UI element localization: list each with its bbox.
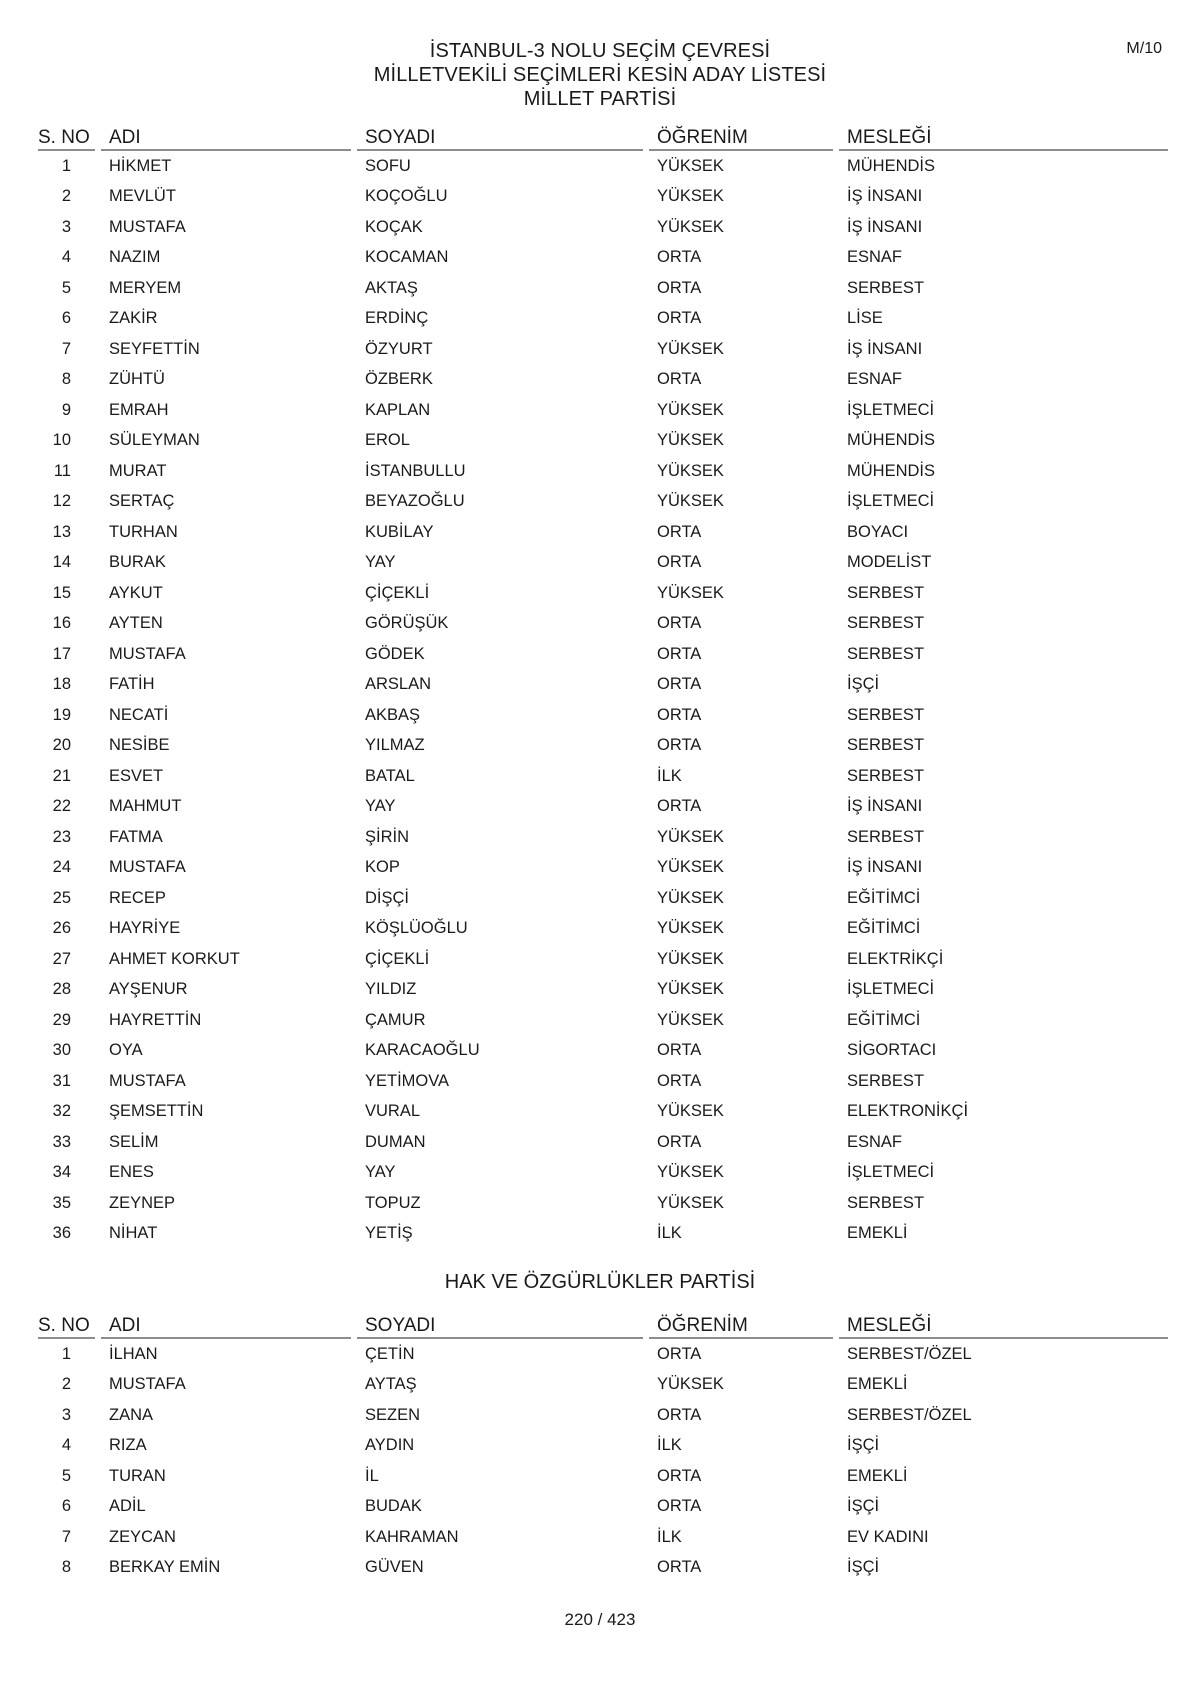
cell-no: 11 — [53, 461, 71, 480]
cell-no: 34 — [52, 1163, 71, 1182]
cell-ogrenim: ORTA — [646, 304, 836, 335]
cell-soyadi: DİŞÇİ — [354, 883, 646, 914]
header-adi: ADI — [98, 1310, 354, 1338]
cell-ogrenim: ORTA — [646, 1492, 836, 1523]
cell-ogrenim: ORTA — [646, 1400, 836, 1431]
cell-meslek: SERBEST — [836, 761, 1168, 792]
table-row — [38, 212, 1168, 243]
cell-meslek: EĞİTİMCİ — [836, 914, 1168, 945]
cell-soyadi: KOP — [354, 853, 646, 884]
cell-no: 23 — [52, 827, 71, 846]
cell-soyadi: BATAL — [354, 761, 646, 792]
cell-no: 4 — [61, 248, 71, 267]
cell-meslek: EĞİTİMCİ — [836, 883, 1168, 914]
cell-meslek: İŞÇİ — [836, 670, 1168, 701]
cell-no: 27 — [52, 949, 71, 968]
table-header-row — [38, 1310, 1168, 1338]
table-row — [38, 1036, 1168, 1067]
table-row — [38, 883, 1168, 914]
table-row — [38, 792, 1168, 823]
cell-no: 16 — [52, 614, 71, 633]
cell-no: 1 — [61, 1344, 71, 1363]
cell-adi: SERTAÇ — [98, 487, 354, 518]
cell-soyadi: ÇAMUR — [354, 1005, 646, 1036]
cell-no: 3 — [61, 1405, 71, 1424]
cell-no: 10 — [52, 431, 71, 450]
cell-soyadi: AKTAŞ — [354, 273, 646, 304]
cell-no: 6 — [61, 309, 71, 328]
cell-meslek: İŞ İNSANI — [836, 792, 1168, 823]
table-row — [38, 1188, 1168, 1219]
cell-soyadi: YETİMOVA — [354, 1066, 646, 1097]
cell-meslek: İŞ İNSANI — [836, 334, 1168, 365]
cell-meslek: SERBEST — [836, 273, 1168, 304]
cell-meslek: ELEKTRİKÇİ — [836, 944, 1168, 975]
cell-ogrenim: ORTA — [646, 1553, 836, 1584]
cell-no: 7 — [61, 1527, 71, 1546]
table-row — [38, 1431, 1168, 1462]
cell-soyadi: ÖZYURT — [354, 334, 646, 365]
cell-ogrenim: YÜKSEK — [646, 1188, 836, 1219]
cell-meslek: BOYACI — [836, 517, 1168, 548]
cell-adi: HAYRİYE — [98, 914, 354, 945]
cell-adi: SEYFETTİN — [98, 334, 354, 365]
cell-meslek: ESNAF — [836, 243, 1168, 274]
table-row — [38, 975, 1168, 1006]
cell-no: 5 — [61, 278, 71, 297]
cell-ogrenim: ORTA — [646, 517, 836, 548]
cell-ogrenim: YÜKSEK — [646, 975, 836, 1006]
cell-adi: ADİL — [98, 1492, 354, 1523]
cell-ogrenim: ORTA — [646, 609, 836, 640]
table-row — [38, 1400, 1168, 1431]
page-number: 220 / 423 — [564, 1610, 636, 1629]
cell-no: 2 — [61, 187, 71, 206]
cell-adi: BURAK — [98, 548, 354, 579]
table-row — [38, 1219, 1168, 1250]
cell-no: 30 — [52, 1041, 71, 1060]
table-row — [38, 578, 1168, 609]
cell-adi: MERYEM — [98, 273, 354, 304]
cell-ogrenim: YÜKSEK — [646, 1097, 836, 1128]
cell-ogrenim: ORTA — [646, 548, 836, 579]
cell-adi: İLHAN — [98, 1338, 354, 1370]
table-row — [38, 914, 1168, 945]
cell-ogrenim: YÜKSEK — [646, 822, 836, 853]
cell-adi: AYŞENUR — [98, 975, 354, 1006]
document-header — [0, 39, 1200, 111]
cell-meslek: MÜHENDİS — [836, 150, 1168, 182]
cell-no: 31 — [52, 1071, 71, 1090]
cell-adi: ZEYCAN — [98, 1522, 354, 1553]
cell-adi: HİKMET — [98, 150, 354, 182]
cell-ogrenim: ORTA — [646, 1066, 836, 1097]
cell-ogrenim: ORTA — [646, 243, 836, 274]
cell-soyadi: YAY — [354, 1158, 646, 1189]
cell-ogrenim: ORTA — [646, 670, 836, 701]
cell-meslek: SERBEST — [836, 578, 1168, 609]
cell-no: 20 — [52, 736, 71, 755]
table-row — [38, 1127, 1168, 1158]
cell-adi: RECEP — [98, 883, 354, 914]
cell-adi: ŞEMSETTİN — [98, 1097, 354, 1128]
table-row — [38, 1492, 1168, 1523]
cell-no: 29 — [52, 1010, 71, 1029]
cell-ogrenim: İLK — [646, 1522, 836, 1553]
cell-meslek: EMEKLİ — [836, 1219, 1168, 1250]
cell-soyadi: KOCAMAN — [354, 243, 646, 274]
table-body — [38, 1338, 1168, 1583]
cell-soyadi: AYTAŞ — [354, 1370, 646, 1401]
cell-soyadi: ÖZBERK — [354, 365, 646, 396]
table-row — [38, 822, 1168, 853]
cell-adi: AYKUT — [98, 578, 354, 609]
cell-soyadi: KARACAOĞLU — [354, 1036, 646, 1067]
table-row — [38, 517, 1168, 548]
cell-adi: ZÜHTÜ — [98, 365, 354, 396]
cell-meslek: İŞ İNSANI — [836, 853, 1168, 884]
table-row — [38, 243, 1168, 274]
cell-adi: MUSTAFA — [98, 1370, 354, 1401]
cell-ogrenim: YÜKSEK — [646, 1158, 836, 1189]
cell-ogrenim: YÜKSEK — [646, 182, 836, 213]
cell-ogrenim: ORTA — [646, 700, 836, 731]
cell-adi: RIZA — [98, 1431, 354, 1462]
cell-soyadi: YETİŞ — [354, 1219, 646, 1250]
cell-adi: MURAT — [98, 456, 354, 487]
cell-soyadi: VURAL — [354, 1097, 646, 1128]
cell-no: 8 — [61, 370, 71, 389]
candidate-table-millet — [38, 122, 1168, 1249]
cell-meslek: ELEKTRONİKÇİ — [836, 1097, 1168, 1128]
cell-adi: NECATİ — [98, 700, 354, 731]
cell-no: 5 — [61, 1466, 71, 1485]
cell-soyadi: ÇİÇEKLİ — [354, 578, 646, 609]
cell-meslek: İŞÇİ — [836, 1431, 1168, 1462]
cell-adi: ESVET — [98, 761, 354, 792]
cell-meslek: EMEKLİ — [836, 1370, 1168, 1401]
cell-meslek: SERBEST — [836, 639, 1168, 670]
table-row — [38, 639, 1168, 670]
party-title-hak: HAK VE ÖZGÜRLÜKLER PARTİSİ — [444, 1271, 756, 1293]
cell-adi: ZAKİR — [98, 304, 354, 335]
cell-meslek: ESNAF — [836, 1127, 1168, 1158]
cell-soyadi: KÖŞLÜOĞLU — [354, 914, 646, 945]
cell-meslek: İŞLETMECİ — [836, 487, 1168, 518]
table-row — [38, 609, 1168, 640]
table-row — [38, 1522, 1168, 1553]
cell-no: 24 — [52, 858, 71, 877]
cell-no: 12 — [52, 492, 71, 511]
cell-no: 28 — [52, 980, 71, 999]
cell-ogrenim: ORTA — [646, 1127, 836, 1158]
table-row — [38, 1097, 1168, 1128]
cell-ogrenim: ORTA — [646, 1036, 836, 1067]
cell-no: 33 — [52, 1132, 71, 1151]
header-soyadi: SOYADI — [354, 1310, 646, 1338]
cell-ogrenim: ORTA — [646, 273, 836, 304]
cell-ogrenim: ORTA — [646, 639, 836, 670]
cell-meslek: İŞLETMECİ — [836, 1158, 1168, 1189]
table-row — [38, 1338, 1168, 1370]
cell-soyadi: ŞİRİN — [354, 822, 646, 853]
table-row — [38, 304, 1168, 335]
cell-adi: MUSTAFA — [98, 1066, 354, 1097]
cell-meslek: SERBEST — [836, 1188, 1168, 1219]
cell-adi: EMRAH — [98, 395, 354, 426]
header-meslek: MESLEĞİ — [836, 1310, 1168, 1338]
cell-no: 35 — [52, 1193, 71, 1212]
cell-adi: NAZIM — [98, 243, 354, 274]
table-row — [38, 853, 1168, 884]
cell-meslek: İŞ İNSANI — [836, 212, 1168, 243]
table-row — [38, 944, 1168, 975]
cell-soyadi: TOPUZ — [354, 1188, 646, 1219]
cell-no: 8 — [61, 1558, 71, 1577]
cell-no: 9 — [61, 400, 71, 419]
cell-soyadi: BUDAK — [354, 1492, 646, 1523]
cell-adi: AHMET KORKUT — [98, 944, 354, 975]
cell-adi: MUSTAFA — [98, 853, 354, 884]
table-row — [38, 182, 1168, 213]
cell-no: 36 — [52, 1224, 71, 1243]
cell-meslek: İŞLETMECİ — [836, 975, 1168, 1006]
table-row — [38, 761, 1168, 792]
cell-no: 15 — [52, 583, 71, 602]
page-code: M/10 — [1126, 40, 1162, 57]
table-row — [38, 1158, 1168, 1189]
cell-ogrenim: YÜKSEK — [646, 883, 836, 914]
cell-adi: ZEYNEP — [98, 1188, 354, 1219]
table-row — [38, 365, 1168, 396]
cell-ogrenim: YÜKSEK — [646, 853, 836, 884]
cell-adi: TURHAN — [98, 517, 354, 548]
cell-soyadi: İL — [354, 1461, 646, 1492]
cell-meslek: EĞİTİMCİ — [836, 1005, 1168, 1036]
cell-no: 14 — [52, 553, 71, 572]
cell-adi: FATİH — [98, 670, 354, 701]
cell-meslek: MÜHENDİS — [836, 456, 1168, 487]
cell-ogrenim: YÜKSEK — [646, 150, 836, 182]
cell-ogrenim: YÜKSEK — [646, 334, 836, 365]
cell-meslek: İŞÇİ — [836, 1492, 1168, 1523]
cell-ogrenim: YÜKSEK — [646, 944, 836, 975]
cell-no: 6 — [61, 1497, 71, 1516]
cell-soyadi: KAPLAN — [354, 395, 646, 426]
party-title: MİLLET PARTİSİ — [523, 88, 677, 110]
cell-adi: MAHMUT — [98, 792, 354, 823]
cell-meslek: SİGORTACI — [836, 1036, 1168, 1067]
cell-soyadi: KOÇAK — [354, 212, 646, 243]
table-row — [38, 150, 1168, 182]
cell-ogrenim: İLK — [646, 1431, 836, 1462]
cell-adi: MEVLÜT — [98, 182, 354, 213]
table-body — [38, 150, 1168, 1249]
cell-ogrenim: YÜKSEK — [646, 487, 836, 518]
cell-no: 26 — [52, 919, 71, 938]
cell-no: 32 — [52, 1102, 71, 1121]
cell-soyadi: KAHRAMAN — [354, 1522, 646, 1553]
table-row — [38, 273, 1168, 304]
table-row — [38, 1005, 1168, 1036]
table-row — [38, 395, 1168, 426]
cell-no: 7 — [61, 339, 71, 358]
cell-adi: BERKAY EMİN — [98, 1553, 354, 1584]
list-title: MİLLETVEKİLİ SEÇİMLERİ KESİN ADAY LİSTESİ — [373, 64, 827, 86]
cell-meslek: SERBEST — [836, 731, 1168, 762]
table-row — [38, 1553, 1168, 1584]
cell-soyadi: SEZEN — [354, 1400, 646, 1431]
cell-ogrenim: ORTA — [646, 731, 836, 762]
cell-ogrenim: YÜKSEK — [646, 212, 836, 243]
cell-no: 22 — [52, 797, 71, 816]
cell-no: 21 — [52, 766, 71, 785]
cell-meslek: SERBEST — [836, 822, 1168, 853]
table-row — [38, 426, 1168, 457]
cell-ogrenim: YÜKSEK — [646, 426, 836, 457]
cell-meslek: EMEKLİ — [836, 1461, 1168, 1492]
cell-adi: TURAN — [98, 1461, 354, 1492]
table-row — [38, 700, 1168, 731]
cell-meslek: İŞLETMECİ — [836, 395, 1168, 426]
cell-meslek: SERBEST/ÖZEL — [836, 1338, 1168, 1370]
cell-soyadi: ERDİNÇ — [354, 304, 646, 335]
cell-ogrenim: YÜKSEK — [646, 1370, 836, 1401]
cell-meslek: LİSE — [836, 304, 1168, 335]
cell-soyadi: BEYAZOĞLU — [354, 487, 646, 518]
cell-soyadi: SOFU — [354, 150, 646, 182]
cell-soyadi: YILMAZ — [354, 731, 646, 762]
cell-meslek: EV KADINI — [836, 1522, 1168, 1553]
cell-meslek: SERBEST/ÖZEL — [836, 1400, 1168, 1431]
table-row — [38, 334, 1168, 365]
cell-soyadi: EROL — [354, 426, 646, 457]
cell-adi: MUSTAFA — [98, 639, 354, 670]
cell-ogrenim: YÜKSEK — [646, 914, 836, 945]
table-row — [38, 548, 1168, 579]
cell-soyadi: YAY — [354, 548, 646, 579]
cell-ogrenim: YÜKSEK — [646, 578, 836, 609]
cell-meslek: SERBEST — [836, 700, 1168, 731]
cell-no: 25 — [52, 888, 71, 907]
header-no: S. NO — [38, 1310, 98, 1338]
cell-soyadi: ARSLAN — [354, 670, 646, 701]
cell-no: 18 — [52, 675, 71, 694]
table-row — [38, 487, 1168, 518]
table-row — [38, 1066, 1168, 1097]
table-row — [38, 1370, 1168, 1401]
header-no: S. NO — [38, 122, 98, 150]
cell-ogrenim: İLK — [646, 761, 836, 792]
cell-soyadi: YAY — [354, 792, 646, 823]
cell-soyadi: GÜVEN — [354, 1553, 646, 1584]
cell-no: 17 — [52, 644, 71, 663]
cell-ogrenim: ORTA — [646, 792, 836, 823]
cell-soyadi: KUBİLAY — [354, 517, 646, 548]
cell-meslek: İŞÇİ — [836, 1553, 1168, 1584]
cell-adi: NESİBE — [98, 731, 354, 762]
cell-adi: SELİM — [98, 1127, 354, 1158]
table-row — [38, 670, 1168, 701]
cell-no: 3 — [61, 217, 71, 236]
cell-soyadi: DUMAN — [354, 1127, 646, 1158]
cell-ogrenim: ORTA — [646, 1338, 836, 1370]
cell-soyadi: ÇETİN — [354, 1338, 646, 1370]
table-row — [38, 731, 1168, 762]
cell-adi: ZANA — [98, 1400, 354, 1431]
cell-ogrenim: ORTA — [646, 1461, 836, 1492]
cell-adi: AYTEN — [98, 609, 354, 640]
table-row — [38, 1461, 1168, 1492]
candidate-table-hak — [38, 1310, 1168, 1583]
cell-no: 2 — [61, 1375, 71, 1394]
cell-adi: OYA — [98, 1036, 354, 1067]
cell-no: 19 — [52, 705, 71, 724]
cell-adi: MUSTAFA — [98, 212, 354, 243]
cell-soyadi: KOÇOĞLU — [354, 182, 646, 213]
cell-meslek: SERBEST — [836, 609, 1168, 640]
cell-soyadi: GÖDEK — [354, 639, 646, 670]
cell-adi: SÜLEYMAN — [98, 426, 354, 457]
cell-ogrenim: YÜKSEK — [646, 395, 836, 426]
header-meslek: MESLEĞİ — [836, 122, 1168, 150]
cell-meslek: SERBEST — [836, 1066, 1168, 1097]
cell-meslek: İŞ İNSANI — [836, 182, 1168, 213]
cell-no: 13 — [52, 522, 71, 541]
header-soyadi: SOYADI — [354, 122, 646, 150]
cell-soyadi: AKBAŞ — [354, 700, 646, 731]
header-ogrenim: ÖĞRENİM — [646, 1310, 836, 1338]
cell-ogrenim: YÜKSEK — [646, 1005, 836, 1036]
cell-adi: NİHAT — [98, 1219, 354, 1250]
cell-meslek: MODELİST — [836, 548, 1168, 579]
cell-adi: ENES — [98, 1158, 354, 1189]
table-header-row — [38, 122, 1168, 150]
cell-soyadi: ÇİÇEKLİ — [354, 944, 646, 975]
cell-ogrenim: İLK — [646, 1219, 836, 1250]
cell-meslek: MÜHENDİS — [836, 426, 1168, 457]
cell-no: 4 — [61, 1436, 71, 1455]
header-adi: ADI — [98, 122, 354, 150]
table-row — [38, 456, 1168, 487]
cell-soyadi: GÖRÜŞÜK — [354, 609, 646, 640]
cell-meslek: ESNAF — [836, 365, 1168, 396]
cell-adi: FATMA — [98, 822, 354, 853]
cell-soyadi: YILDIZ — [354, 975, 646, 1006]
cell-soyadi: AYDIN — [354, 1431, 646, 1462]
header-ogrenim: ÖĞRENİM — [646, 122, 836, 150]
cell-soyadi: İSTANBULLU — [354, 456, 646, 487]
constituency-title: İSTANBUL-3 NOLU SEÇİM ÇEVRESİ — [429, 40, 771, 62]
cell-adi: HAYRETTİN — [98, 1005, 354, 1036]
cell-ogrenim: ORTA — [646, 365, 836, 396]
cell-no: 1 — [61, 156, 71, 175]
cell-ogrenim: YÜKSEK — [646, 456, 836, 487]
